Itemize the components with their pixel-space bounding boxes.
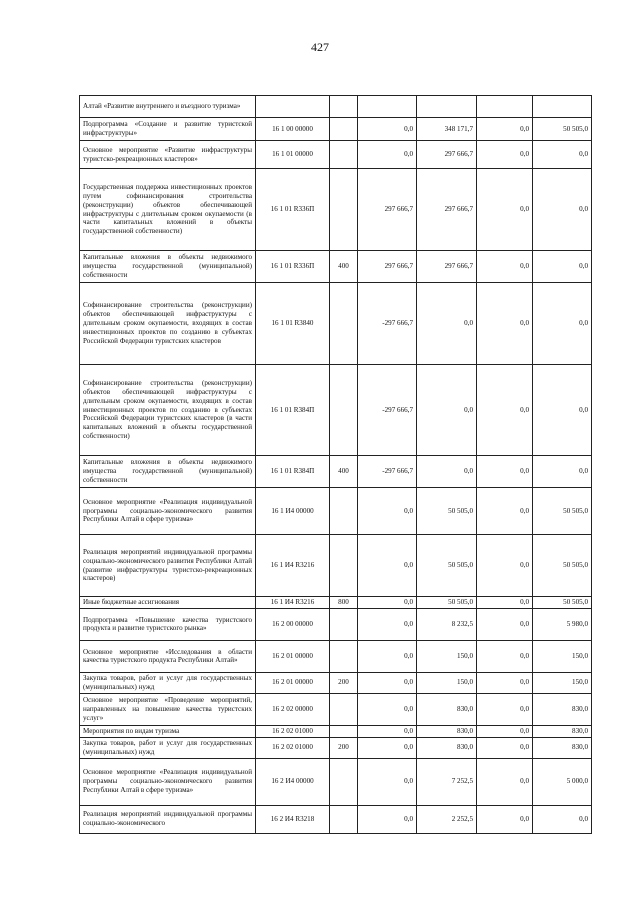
- value-col-4: 50 505,0: [533, 597, 592, 609]
- table-row: [80, 283, 592, 365]
- table-row: [80, 535, 592, 597]
- program-code: 16 1 И4 00000: [256, 488, 330, 535]
- page-number: 427: [311, 40, 329, 54]
- program-code: 16 1 01 R384П: [256, 365, 330, 456]
- value-col-4: 0,0: [533, 283, 592, 365]
- value-col-2: 830,0: [417, 693, 477, 725]
- program-code: 16 1 И4 R3216: [256, 597, 330, 609]
- value-col-2: 2 252,5: [417, 805, 477, 833]
- row-name: Мероприятия по видам туризма: [80, 725, 256, 737]
- expense-type-code: [330, 96, 358, 118]
- value-col-1: 0,0: [358, 725, 417, 737]
- value-col-4: 5 980,0: [533, 608, 592, 640]
- value-col-2: 50 505,0: [417, 597, 477, 609]
- table-row: [80, 456, 592, 488]
- row-name: Софинансирование строительства (реконструкции) объектов обеспечивающей инфраструктуры с длительным сроком окупаемости, входящих в состав инвестиционных проектов по созданию в субъектах Российской Федерации туристских кластеров (в части капитальных вложений в объекты государственной собственности): [80, 365, 256, 456]
- value-col-1: 297 666,7: [358, 169, 417, 251]
- table-row: [80, 141, 592, 169]
- expense-type-code: [330, 535, 358, 597]
- value-col-3: 0,0: [477, 693, 533, 725]
- row-name: Закупка товаров, работ и услуг для государственных (муниципальных) нужд: [80, 737, 256, 758]
- row-name: Иные бюджетные ассигнования: [80, 597, 256, 609]
- value-col-2: 0,0: [417, 456, 477, 488]
- value-col-2: 297 666,7: [417, 251, 477, 283]
- expense-type-code: [330, 283, 358, 365]
- table-row: [80, 608, 592, 640]
- expense-type-code: 800: [330, 597, 358, 609]
- value-col-3: 0,0: [477, 672, 533, 693]
- value-col-3: 0,0: [477, 737, 533, 758]
- value-col-1: 0,0: [358, 141, 417, 169]
- program-code: [256, 96, 330, 118]
- table-row: [80, 640, 592, 672]
- program-code: 16 1 01 R336П: [256, 169, 330, 251]
- table-row: [80, 758, 592, 805]
- value-col-1: 0,0: [358, 640, 417, 672]
- expense-type-code: [330, 365, 358, 456]
- program-code: 16 2 01 00000: [256, 672, 330, 693]
- value-col-2: 50 505,0: [417, 535, 477, 597]
- expense-type-code: 200: [330, 672, 358, 693]
- program-code: 16 1 00 00000: [256, 118, 330, 141]
- row-name: Основное мероприятие «Исследования в области качества туристского продукта Республики Алтай»: [80, 640, 256, 672]
- row-name: Реализация мероприятий индивидуальной программы социально-экономического: [80, 805, 256, 833]
- row-name: Подпрограмма «Повышение качества туристского продукта и развитие туристского рынка»: [80, 608, 256, 640]
- value-col-4: 0,0: [533, 141, 592, 169]
- value-col-1: 0,0: [358, 737, 417, 758]
- value-col-2: 830,0: [417, 725, 477, 737]
- program-code: 16 2 00 00000: [256, 608, 330, 640]
- expense-type-code: [330, 488, 358, 535]
- table-row: [80, 693, 592, 725]
- row-name: Основное мероприятие «Реализация индивидуальной программы социально-экономического развития Республики Алтай в сфере туризма»: [80, 488, 256, 535]
- value-col-3: 0,0: [477, 456, 533, 488]
- table-row: [80, 488, 592, 535]
- value-col-1: -297 666,7: [358, 283, 417, 365]
- table-row: [80, 169, 592, 251]
- program-code: 16 2 И4 R3218: [256, 805, 330, 833]
- row-name: Государственная поддержка инвестиционных проектов путем софинансирования строительства (реконструкции) объектов обеспечивающей инфраструктуры с длительным сроком окупаемости (в части капитальных вложений в объекты государственной собственности): [80, 169, 256, 251]
- program-code: 16 1 01 00000: [256, 141, 330, 169]
- value-col-3: 0,0: [477, 169, 533, 251]
- value-col-2: 348 171,7: [417, 118, 477, 141]
- value-col-1: 0,0: [358, 693, 417, 725]
- expense-type-code: [330, 141, 358, 169]
- value-col-4: 50 505,0: [533, 535, 592, 597]
- program-code: 16 2 02 01000: [256, 725, 330, 737]
- value-col-4: 830,0: [533, 725, 592, 737]
- value-col-2: 830,0: [417, 737, 477, 758]
- value-col-2: 0,0: [417, 283, 477, 365]
- expense-type-code: [330, 758, 358, 805]
- value-col-4: 50 505,0: [533, 488, 592, 535]
- expense-type-code: [330, 169, 358, 251]
- value-col-3: 0,0: [477, 118, 533, 141]
- value-col-1: 0,0: [358, 488, 417, 535]
- expense-type-code: [330, 725, 358, 737]
- expense-type-code: [330, 608, 358, 640]
- program-code: 16 1 01 R3840: [256, 283, 330, 365]
- value-col-4: 0,0: [533, 365, 592, 456]
- value-col-1: 0,0: [358, 672, 417, 693]
- value-col-1: 0,0: [358, 118, 417, 141]
- value-col-1: 0,0: [358, 758, 417, 805]
- table-row: [80, 96, 592, 118]
- program-code: 16 1 01 R336П: [256, 251, 330, 283]
- budget-table-body: [80, 96, 592, 834]
- value-col-4: [533, 96, 592, 118]
- expense-type-code: 400: [330, 251, 358, 283]
- expense-type-code: 400: [330, 456, 358, 488]
- expense-type-code: [330, 693, 358, 725]
- row-name: Капитальные вложения в объекты недвижимого имущества государственной (муниципальной) собственности: [80, 456, 256, 488]
- value-col-2: 8 232,5: [417, 608, 477, 640]
- row-name: Реализация мероприятий индивидуальной программы социально-экономического развития Республики Алтай (развитие инфраструктуры туристско-рекреационных кластеров): [80, 535, 256, 597]
- row-name: Закупка товаров, работ и услуг для государственных (муниципальных) нужд: [80, 672, 256, 693]
- value-col-1: -297 666,7: [358, 365, 417, 456]
- program-code: 16 1 01 R384П: [256, 456, 330, 488]
- value-col-2: 150,0: [417, 672, 477, 693]
- value-col-2: 297 666,7: [417, 169, 477, 251]
- program-code: 16 2 02 00000: [256, 693, 330, 725]
- expense-type-code: [330, 118, 358, 141]
- row-name: Основное мероприятие «Развитие инфраструктуры туристско-рекреационных кластеров»: [80, 141, 256, 169]
- program-code: 16 2 02 01000: [256, 737, 330, 758]
- value-col-3: 0,0: [477, 805, 533, 833]
- table-row: [80, 597, 592, 609]
- value-col-1: 0,0: [358, 597, 417, 609]
- value-col-2: 50 505,0: [417, 488, 477, 535]
- expense-type-code: [330, 805, 358, 833]
- row-name: Основное мероприятие «Проведение мероприятий, направленных на повышение качества туристских услуг»: [80, 693, 256, 725]
- value-col-3: 0,0: [477, 283, 533, 365]
- program-code: 16 2 И4 00000: [256, 758, 330, 805]
- value-col-3: 0,0: [477, 365, 533, 456]
- value-col-3: 0,0: [477, 725, 533, 737]
- table-row: [80, 251, 592, 283]
- value-col-1: 0,0: [358, 608, 417, 640]
- value-col-3: 0,0: [477, 535, 533, 597]
- value-col-3: 0,0: [477, 251, 533, 283]
- value-col-4: 0,0: [533, 456, 592, 488]
- value-col-4: 830,0: [533, 693, 592, 725]
- expense-type-code: 200: [330, 737, 358, 758]
- value-col-1: -297 666,7: [358, 456, 417, 488]
- value-col-1: 0,0: [358, 535, 417, 597]
- value-col-2: [417, 96, 477, 118]
- value-col-4: 150,0: [533, 672, 592, 693]
- row-name: Основное мероприятие «Реализация индивидуальной программы социально-экономического развития Республики Алтай в сфере туризма»: [80, 758, 256, 805]
- row-name: Софинансирование строительства (реконструкции) объектов обеспечивающей инфраструктуры с длительным сроком окупаемости, входящих в состав инвестиционных проектов по созданию в субъектах Российской Федерации туристских кластеров: [80, 283, 256, 365]
- value-col-4: 0,0: [533, 805, 592, 833]
- value-col-1: 0,0: [358, 805, 417, 833]
- value-col-3: 0,0: [477, 488, 533, 535]
- program-code: 16 2 01 00000: [256, 640, 330, 672]
- table-row: [80, 365, 592, 456]
- value-col-1: 297 666,7: [358, 251, 417, 283]
- value-col-2: 297 666,7: [417, 141, 477, 169]
- row-name: Капитальные вложения в объекты недвижимого имущества государственной (муниципальной) собственности: [80, 251, 256, 283]
- value-col-4: 830,0: [533, 737, 592, 758]
- table-row: [80, 672, 592, 693]
- value-col-4: 5 000,0: [533, 758, 592, 805]
- value-col-3: [477, 96, 533, 118]
- value-col-2: 7 252,5: [417, 758, 477, 805]
- program-code: 16 1 И4 R3216: [256, 535, 330, 597]
- value-col-4: 50 505,0: [533, 118, 592, 141]
- value-col-3: 0,0: [477, 597, 533, 609]
- budget-table: [79, 95, 592, 834]
- value-col-1: [358, 96, 417, 118]
- row-name: Подпрограмма «Создание и развитие туристской инфраструктуры»: [80, 118, 256, 141]
- value-col-4: 150,0: [533, 640, 592, 672]
- value-col-3: 0,0: [477, 640, 533, 672]
- expense-type-code: [330, 640, 358, 672]
- value-col-3: 0,0: [477, 141, 533, 169]
- row-name: Алтай «Развитие внутреннего и въездного туризма»: [80, 96, 256, 118]
- table-row: [80, 805, 592, 833]
- value-col-2: 0,0: [417, 365, 477, 456]
- table-row: [80, 737, 592, 758]
- value-col-2: 150,0: [417, 640, 477, 672]
- value-col-4: 0,0: [533, 169, 592, 251]
- table-row: [80, 118, 592, 141]
- value-col-4: 0,0: [533, 251, 592, 283]
- value-col-3: 0,0: [477, 608, 533, 640]
- table-row: [80, 725, 592, 737]
- value-col-3: 0,0: [477, 758, 533, 805]
